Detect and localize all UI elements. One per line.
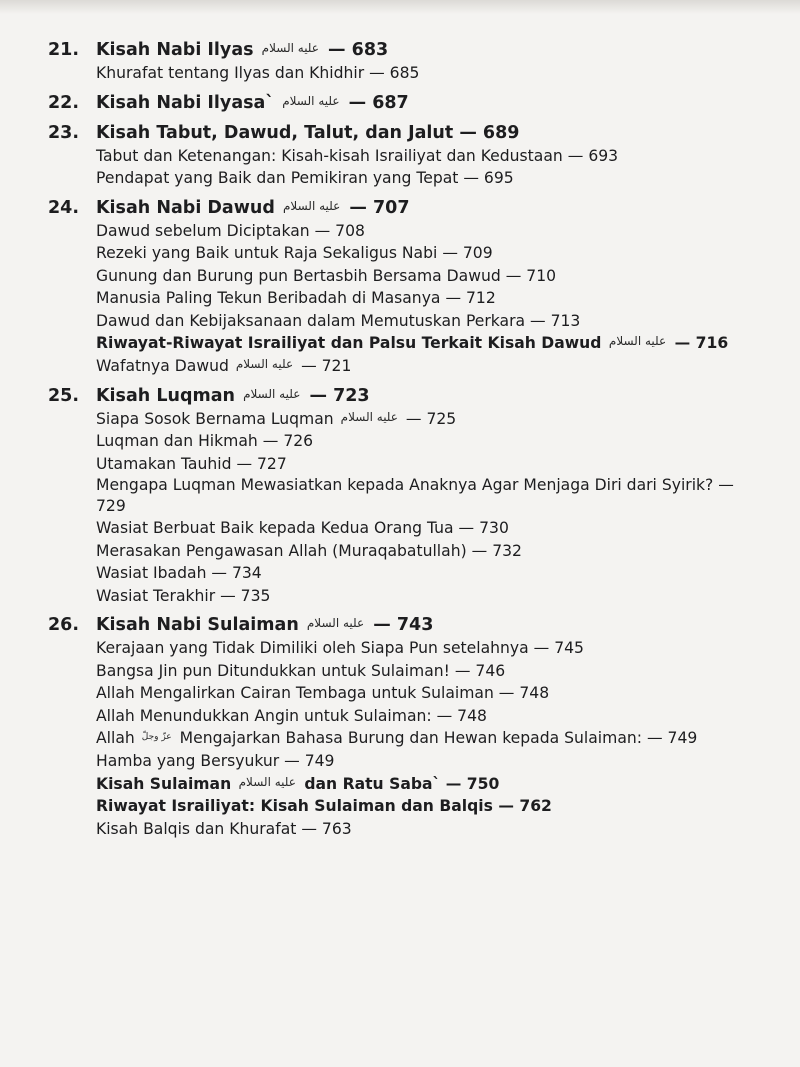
chapter-heading[interactable]: Kisah Nabi Dawud عليه السلام — 707: [96, 196, 780, 220]
chapter-page-number: 687: [372, 92, 409, 113]
chapter-title: Kisah Luqman: [96, 385, 235, 406]
subentry-title: Manusia Paling Tekun Beribadah di Masanya: [96, 289, 441, 307]
honorific-calligraphy-icon: عليه السلام: [608, 334, 667, 349]
subentry-title: Riwayat-Riwayat Israiliyat dan Palsu Terkait Kisah Dawud: [96, 334, 602, 352]
subentry-title: Kerajaan yang Tidak Dimiliki oleh Siapa Pun setelahnya: [96, 639, 529, 658]
subentry-title: Mengajarkan Bahasa Burung dan Hewan kepada Sulaiman:: [179, 729, 643, 748]
chapter-heading[interactable]: Kisah Nabi Ilyasa` عليه السلام — 687: [96, 91, 780, 115]
subentry-title: Khurafat tentang Ilyas dan Khidhir: [96, 64, 365, 82]
subentry-title: Gunung dan Burung pun Bertasbih Bersama Dawud: [96, 266, 501, 285]
chapter-title: Kisah Nabi Dawud: [96, 197, 275, 218]
subentry-page-number: 713: [550, 311, 581, 330]
subentry-title: Mengapa Luqman Mewasiatkan kepada Anaknya Agar Menjaga Diri dari Syirik?: [96, 476, 714, 495]
subentry-title: Bangsa Jin pun Ditundukkan untuk Sulaiman!: [96, 661, 450, 680]
toc-subentry[interactable]: Riwayat Israiliyat: Kisah Sulaiman dan Balqis — 762: [96, 797, 552, 816]
toc-subentry[interactable]: Rezeki yang Baik untuk Raja Sekaligus Nabi — 709: [96, 244, 493, 262]
subentry-page-number: 708: [335, 221, 365, 240]
toc-subentry[interactable]: Dawud sebelum Diciptakan — 708: [96, 221, 365, 240]
honorific-calligraphy-icon: عليه السلام: [261, 41, 319, 55]
toc-subentry[interactable]: Mengapa Luqman Mewasiatkan kepada Anaknya Agar Menjaga Diri dari Syirik? — 729: [96, 476, 734, 516]
toc-subentry[interactable]: Pendapat yang Baik dan Pemikiran yang Tepat — 695: [96, 169, 514, 187]
subentry-page-number: 709: [462, 244, 493, 262]
toc-subentry[interactable]: Allah Mengalirkan Cairan Tembaga untuk Sulaiman — 748: [96, 684, 550, 703]
chapter-number: 24.: [48, 197, 80, 218]
subentry-page-number: 750: [466, 774, 500, 793]
subentry-title: Dawud sebelum Diciptakan: [96, 221, 310, 240]
subentry-page-number: 712: [466, 289, 496, 307]
subentry-page-number: 730: [479, 519, 509, 538]
toc-subentry[interactable]: Kisah Sulaiman عليه السلام dan Ratu Saba` — 750: [96, 773, 780, 796]
chapter-heading[interactable]: Kisah Tabut, Dawud, Talut, dan Jalut — 689: [96, 122, 520, 143]
chapter-entry: [40, 91, 780, 115]
chapter-heading[interactable]: Kisah Nabi Ilyas عليه السلام — 683: [96, 38, 780, 62]
toc-subentry[interactable]: Wasiat Ibadah — 734: [96, 564, 262, 583]
toc-subentry[interactable]: Luqman dan Hikmah — 726: [96, 432, 314, 451]
subentry-title: Luqman dan Hikmah: [96, 432, 258, 451]
chapter-page-number: 723: [333, 385, 370, 406]
subentry-title: Wasiat Terakhir: [96, 586, 216, 605]
honorific-calligraphy-icon: عليه السلام: [238, 774, 296, 789]
chapter-entry: [40, 384, 780, 608]
subentry-page-number: 710: [526, 266, 557, 285]
subentry-title: Wafatnya Dawud: [96, 356, 229, 375]
subentry-title: Pendapat yang Baik dan Pemikiran yang Tepat: [96, 169, 459, 187]
chapter-number: 22.: [48, 92, 80, 113]
subentry-page-number: 693: [588, 146, 619, 165]
subentry-page-number: 721: [321, 356, 352, 375]
subentry-title: Rezeki yang Baik untuk Raja Sekaligus Nabi: [96, 244, 438, 262]
subentry-page-number: 734: [231, 564, 262, 583]
subentry-title: Allah Mengalirkan Cairan Tembaga untuk Sulaiman: [96, 684, 494, 703]
toc-subentry[interactable]: Kerajaan yang Tidak Dimiliki oleh Siapa Pun setelahnya — 745: [96, 639, 584, 658]
chapter-title: Kisah Nabi Sulaiman: [96, 615, 299, 636]
chapter-page-number: 743: [396, 615, 434, 636]
subentry-title: Hamba yang Bersyukur: [96, 752, 280, 770]
chapter-page-number: 683: [351, 40, 389, 60]
subentry-title: Allah Menundukkan Angin untuk Sulaiman:: [96, 706, 432, 725]
chapter-title: Kisah Tabut, Dawud, Talut, dan Jalut: [96, 122, 454, 143]
subentry-page-number: 745: [554, 639, 584, 658]
toc-subentry[interactable]: Gunung dan Burung pun Bertasbih Bersama Dawud — 710: [96, 266, 557, 285]
honorific-calligraphy-icon: عليه السلام: [235, 357, 294, 371]
toc-subentry[interactable]: Wasiat Terakhir — 735: [96, 586, 271, 605]
chapter-entry: [40, 196, 780, 378]
subentry-page-number: 732: [492, 541, 522, 560]
chapter-page-number: 689: [482, 122, 520, 143]
chapter-number: 21.: [48, 40, 80, 60]
subentry-page-number: 727: [257, 454, 287, 473]
subentry-title: Tabut dan Ketenangan: Kisah-kisah Israiliyat dan Kedustaan: [96, 146, 563, 165]
toc-subentry[interactable]: Riwayat-Riwayat Israiliyat dan Palsu Terkait Kisah Dawud عليه السلام — 716: [96, 332, 780, 355]
subentry-page-number: 749: [667, 729, 698, 748]
chapter-number: 23.: [48, 122, 80, 143]
subentry-title: Wasiat Berbuat Baik kepada Kedua Orang Tua: [96, 519, 454, 538]
subentry-title: Wasiat Ibadah: [96, 564, 207, 583]
toc-subentry[interactable]: Hamba yang Bersyukur — 749: [96, 752, 335, 770]
subentry-page-number: 729: [96, 497, 126, 516]
chapter-heading[interactable]: Kisah Nabi Sulaiman عليه السلام — 743: [96, 613, 780, 637]
toc-subentry[interactable]: Wafatnya Dawud عليه السلام — 721: [96, 355, 780, 378]
subentry-page-number: 695: [483, 169, 514, 187]
chapter-title: Kisah Nabi Ilyasa`: [96, 92, 275, 113]
chapter-number: 25.: [48, 385, 80, 406]
chapter-page-number: 707: [372, 197, 410, 218]
table-of-contents: [40, 38, 780, 846]
toc-subentry[interactable]: Allah عزّ وجلّ Mengajarkan Bahasa Burung dan Hewan kepada Sulaiman: — 749: [96, 727, 780, 750]
subentry-page-number: 749: [304, 752, 335, 770]
toc-subentry[interactable]: Khurafat tentang Ilyas dan Khidhir — 685: [96, 64, 420, 82]
subentry-title-lead: Kisah Sulaiman: [96, 774, 232, 793]
chapter-title: Kisah Nabi Ilyas: [96, 40, 254, 60]
subentry-title: Kisah Balqis dan Khurafat: [96, 819, 297, 838]
toc-subentry[interactable]: Bangsa Jin pun Ditundukkan untuk Sulaiman! — 746: [96, 661, 506, 680]
subentry-title: Dawud dan Kebijaksanaan dalam Memutuskan Perkara: [96, 311, 526, 330]
subentry-title: Merasakan Pengawasan Allah (Muraqabatullah): [96, 541, 467, 560]
toc-subentry[interactable]: Allah Menundukkan Angin untuk Sulaiman: — 748: [96, 706, 487, 725]
subentry-page-number: 762: [519, 797, 552, 816]
subentry-page-number: 763: [321, 819, 352, 838]
toc-subentry[interactable]: Dawud dan Kebijaksanaan dalam Memutuskan Perkara — 713: [96, 311, 581, 330]
chapter-entry: [40, 38, 780, 85]
subentry-title: Utamakan Tauhid: [96, 454, 232, 473]
chapter-number: 26.: [48, 615, 80, 636]
honorific-calligraphy-icon: عزّ وجلّ: [141, 731, 172, 742]
chapter-entry: [40, 121, 780, 190]
toc-subentry[interactable]: Siapa Sosok Bernama Luqman عليه السلام — 725: [96, 408, 780, 431]
honorific-calligraphy-icon: عليه السلام: [340, 409, 398, 424]
toc-subentry[interactable]: Manusia Paling Tekun Beribadah di Masanya — 712: [96, 289, 496, 307]
subentry-title: dan Ratu Saba`: [304, 774, 441, 793]
honorific-calligraphy-icon: عليه السلام: [282, 93, 340, 108]
page-top-edge: [0, 0, 800, 14]
subentry-page-number: 725: [426, 409, 457, 428]
toc-subentry[interactable]: Utamakan Tauhid — 727: [96, 454, 287, 473]
subentry-page-number: 735: [240, 586, 271, 605]
chapter-entry: [40, 613, 780, 840]
subentry-page-number: 746: [475, 661, 506, 680]
toc-subentry[interactable]: Kisah Balqis dan Khurafat — 763: [96, 819, 352, 838]
subentry-page-number: 716: [695, 334, 729, 352]
toc-subentry[interactable]: Wasiat Berbuat Baik kepada Kedua Orang Tua — 730: [96, 519, 509, 538]
subentry-page-number: 726: [283, 432, 314, 451]
toc-subentry[interactable]: Tabut dan Ketenangan: Kisah-kisah Israiliyat dan Kedustaan — 693: [96, 146, 619, 165]
honorific-calligraphy-icon: عليه السلام: [243, 386, 301, 401]
honorific-calligraphy-icon: عليه السلام: [306, 616, 365, 631]
chapter-heading[interactable]: Kisah Luqman عليه السلام — 723: [96, 384, 780, 408]
subentry-page-number: 748: [457, 706, 487, 725]
toc-subentry[interactable]: Merasakan Pengawasan Allah (Muraqabatullah) — 732: [96, 541, 522, 560]
subentry-title: Riwayat Israiliyat: Kisah Sulaiman dan Balqis: [96, 797, 493, 816]
honorific-calligraphy-icon: عليه السلام: [283, 198, 341, 213]
subentry-title-lead: Allah: [96, 729, 135, 748]
subentry-page-number: 748: [519, 684, 550, 703]
subentry-page-number: 685: [389, 64, 420, 82]
subentry-title: Siapa Sosok Bernama Luqman: [96, 409, 334, 428]
